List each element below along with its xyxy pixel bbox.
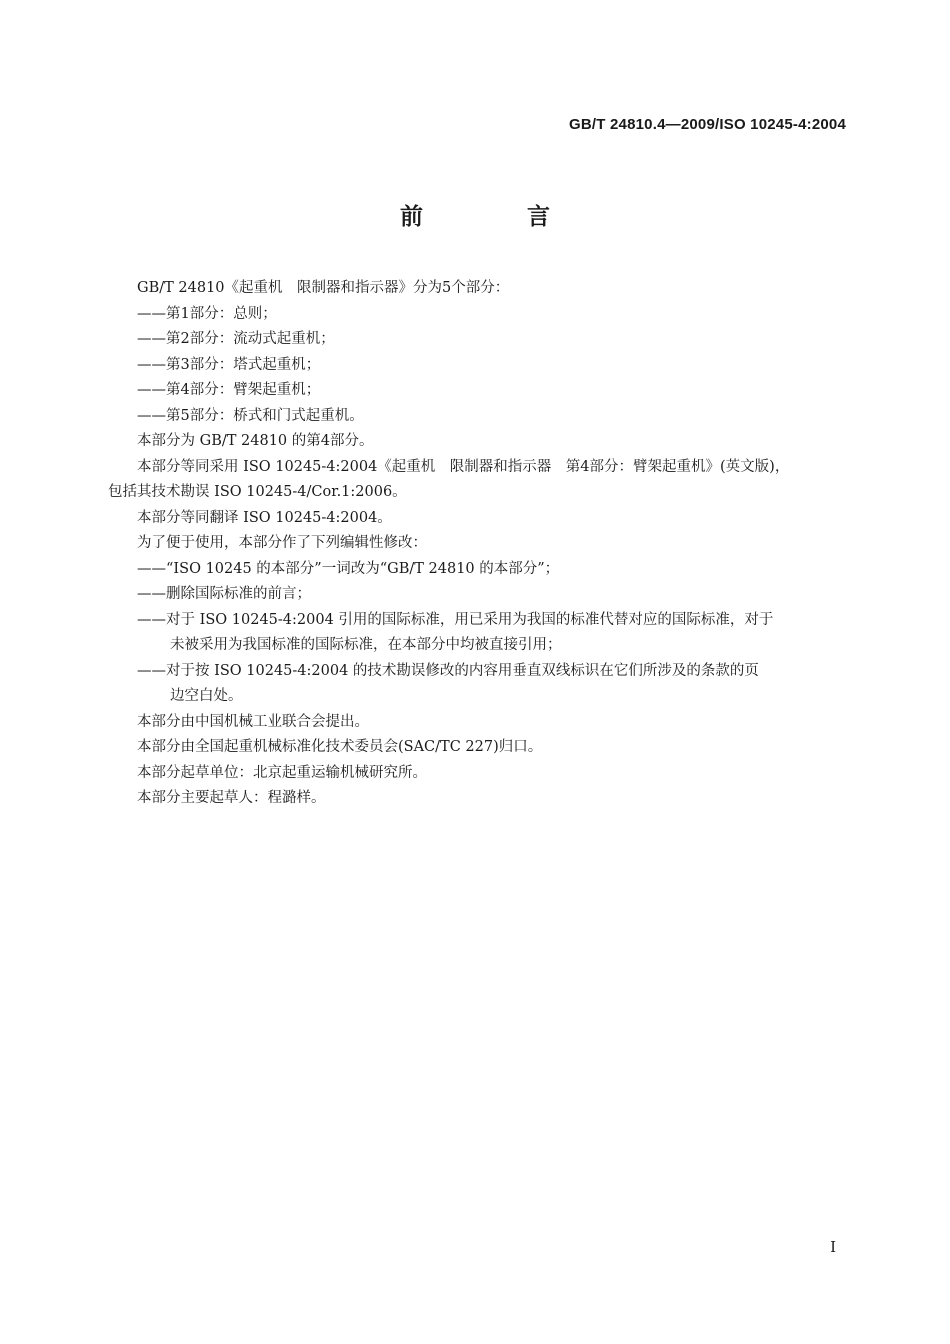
paragraph: 为了便于使用，本部分作了下列编辑性修改： <box>137 535 427 551</box>
list-item: ——对于按 ISO 10245-4:2004 的技术勘误修改的内容用垂直双线标识在它们所涉及的条款的页 <box>137 662 759 679</box>
list-item: ——“ISO 10245 的本部分”一词改为“GB/T 24810 的本部分”； <box>137 560 560 577</box>
paragraph: 本部分主要起草人：程潞样。 <box>137 790 326 806</box>
list-item: ——第2部分：流动式起重机； <box>137 331 335 347</box>
paragraph: 本部分由中国机械工业联合会提出。 <box>137 713 369 730</box>
list-item-continuation: 边空白处。 <box>170 688 243 704</box>
list-item: ——第4部分：臂架起重机； <box>137 382 321 398</box>
list-item-continuation: 未被采用为我国标准的国际标准，在本部分中均被直接引用； <box>170 637 562 653</box>
paragraph: 本部分等同采用 ISO 10245-4:2004《起重机 限制器和指示器 第4部分：臂架起重机》(英文版)， <box>137 458 790 475</box>
paragraph: GB/T 24810《起重机 限制器和指示器》分为5个部分： <box>137 280 510 296</box>
list-item: ——第3部分：塔式起重机； <box>137 356 321 373</box>
paragraph: 本部分为 GB/T 24810 的第4部分。 <box>137 433 374 449</box>
page-title: 前 言 <box>399 204 598 230</box>
list-item: ——对于 ISO 10245-4:2004 引用的国际标准，用已采用为我国的标准代替对应的国际标准，对于 <box>137 611 774 628</box>
standard-code: GB/T 24810.4—2009/ISO 10245-4:2004 <box>569 116 846 133</box>
list-item: ——第5部分：桥式和门式起重机。 <box>137 407 364 424</box>
paragraph-continuation: 包括其技术勘误 ISO 10245-4/Cor.1:2006。 <box>108 484 407 500</box>
page-number: I <box>830 1238 836 1256</box>
list-item: ——第1部分：总则； <box>137 305 277 322</box>
paragraph: 本部分起草单位：北京起重运输机械研究所。 <box>137 764 427 781</box>
document-body <box>108 276 848 812</box>
paragraph: 本部分由全国起重机械标准化技术委员会(SAC/TC 227)归口。 <box>137 739 543 755</box>
paragraph: 本部分等同翻译 ISO 10245-4:2004。 <box>137 509 392 526</box>
list-item: ——删除国际标准的前言； <box>137 586 311 602</box>
